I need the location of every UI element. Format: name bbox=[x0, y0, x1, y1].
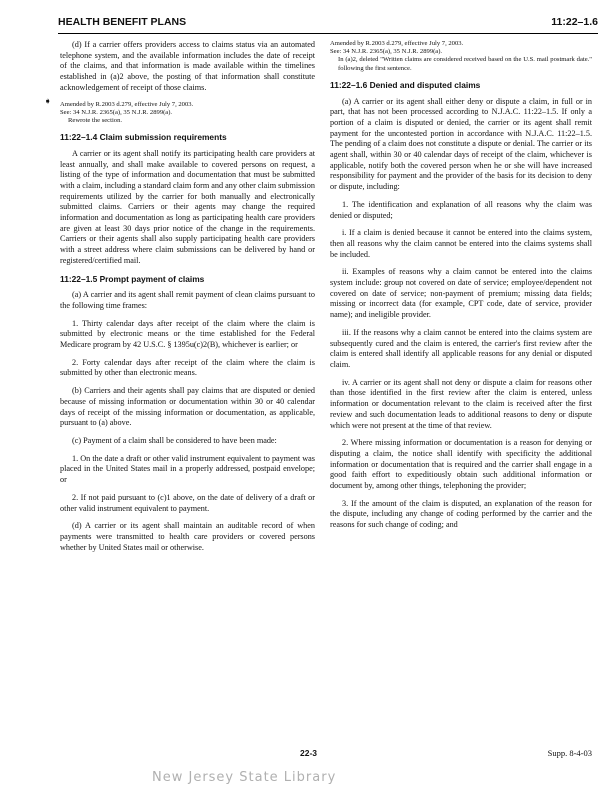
left-column bbox=[60, 40, 315, 560]
header-rule bbox=[58, 33, 598, 34]
right-column bbox=[330, 40, 592, 538]
paragraph: iii. If the reasons why a claim cannot be entered into the claims system are subsequently cured and the claim is entered, the carrier's first review after the claim is entered shall identify all applicable reasons for any denial or disputed claim. bbox=[330, 327, 592, 369]
paragraph: (b) Carriers and their agents shall pay claims that are disputed or denied because of missing information or documentation within 30 or 40 calendar days of receipt of the missing information or documentation, as applicable, pursuant to (a) above. bbox=[60, 386, 315, 428]
section-heading: 11:22–1.5 Prompt payment of claims bbox=[60, 273, 205, 284]
section-heading: 11:22–1.4 Claim submission requirements bbox=[60, 132, 227, 143]
paragraph: 2. Where missing information or documentation is a reason for denying or disputing a claim, the notice shall identify with specificity the additional information or documentation that is required and the carrier shall engage in a good faith effort to expeditiously obtain such additional information or document by, among other things, telephoning the provider; bbox=[330, 438, 592, 491]
paragraph: (d) A carrier or its agent shall maintain an auditable record of when payments were transmitted to health care providers or covered persons whether by United States mail or otherwise. bbox=[60, 521, 315, 552]
paragraph: 3. If the amount of the claim is disputed, an explanation of the reason for the dispute, including any change of coding performed by the carrier and the reasons for such change of coding; and bbox=[330, 498, 592, 530]
header-title: HEALTH BENEFIT PLANS bbox=[58, 16, 187, 28]
paragraph: iv. A carrier or its agent shall not deny or dispute a claim for reasons other than those identified in the first review after the claim is entered, unless information or documentation relevant to the claim is received after the first review and such documentation leads to additional reasons to deny or dispute which were not present at the time of that review. bbox=[330, 377, 592, 430]
history-note: Amended by R.2003 d.279, effective July 7, 2003. See: 34 N.J.R. 2365(a), 35 N.J.R. 2899(a). Rewrote the section. bbox=[60, 100, 194, 124]
paragraph: (d) If a carrier offers providers access to claims status via an automated telephone system, and the available information includes the date of receipt of the claims, and that information is made available within the timelines established in (a)2 above, the posting of that information shall constitute acknowledgement of receipt of those claims. bbox=[60, 40, 315, 92]
running-header bbox=[58, 16, 598, 32]
paragraph: ii. Examples of reasons why a claim cannot be entered into the claims system include: group not covered on date of service; employee/dependent not covered on date of service; non-payment of premium; missing data fields; missing or incorrect data (for example, CPT code, date of service, provider name); and ineligible provider. bbox=[330, 267, 592, 320]
paragraph: (c) Payment of a claim shall be considered to have been made: bbox=[72, 436, 277, 445]
paragraph: (a) A carrier and its agent shall remit payment of clean claims pursuant to the following time frames: bbox=[60, 290, 315, 310]
paragraph: 2. If not paid pursuant to (c)1 above, on the date of delivery of a draft or other valid instrument equivalent to payment. bbox=[60, 492, 315, 513]
library-watermark: New Jersey State Library bbox=[152, 770, 337, 785]
section-heading: 11:22–1.6 Denied and disputed claims bbox=[330, 79, 481, 90]
paragraph: 1. On the date a draft or other valid instrument equivalent to payment was placed in the United States mail in a properly addressed, postpaid envelope; or bbox=[60, 453, 315, 485]
paragraph: (a) A carrier or its agent shall either deny or dispute a claim, in full or in part, that has not been processed according to N.J.A.C. 11:22–1.5. If only a portion of a claim is disputed or denied, the carrier or its agent shall remit payment for the uncontested portion in accordance with N.J.A.C. 11:22–1.5. The pending of a claim does not constitute a dispute or denial. The carrier or its agent shall, within 30 or 40 calendar days of receipt of the claim, whichever is applicable, notify both the covered person when he or she will have increased responsibility for payment and the provider of the basis for its decision to deny or dispute, including: bbox=[330, 96, 592, 192]
paragraph: A carrier or its agent shall notify its participating health care providers at least annually, and shall make available to covered persons on request, a listing of the type of information and documentation that must be submitted with a claim, including a standard claim form and any other claim submission requirements utilized by the carrier for both manually and electronically submitted claims. Carriers or their agents may change the required information and documentation as long as participating health care providers are given at least 30 days prior notice of the change in the requirements. Carriers or their agents shall also supply participating health care providers with a street address where claim submissions can be delivered by hand or registered/certified mail. bbox=[60, 148, 315, 265]
paragraph: 2. Forty calendar days after receipt of the claim where the claim is submitted by other than electronic means. bbox=[60, 357, 315, 378]
paragraph: 1. The identification and explanation of all reasons why the claim was denied or disputed; bbox=[330, 199, 592, 220]
margin-arrow-icon: ➧ bbox=[44, 96, 52, 106]
paragraph: 1. Thirty calendar days after receipt of the claim where the claim is submitted by electronic means or the time established for the Federal Medicare program by 42 U.S.C. § 1395u(c)2(B), whichever is earlier; or bbox=[60, 318, 315, 350]
history-note: Amended by R.2003 d.279, effective July 7, 2003. See: 34 N.J.R. 2365(a), 35 N.J.R. 2899(a). In (a)2, deleted "Written claims are considered received based on the U.S. mail postmark date." following the first sentence. bbox=[330, 40, 592, 72]
header-section-number: 11:22–1.6 bbox=[551, 16, 598, 28]
page-footer bbox=[0, 748, 616, 762]
page-number: 22-3 bbox=[300, 748, 318, 758]
paragraph: i. If a claim is denied because it cannot be entered into the claims system, then all reasons why the claim cannot be entered into the claims systems shall be included. bbox=[330, 228, 592, 259]
supplement-date: Supp. 8-4-03 bbox=[547, 748, 592, 758]
